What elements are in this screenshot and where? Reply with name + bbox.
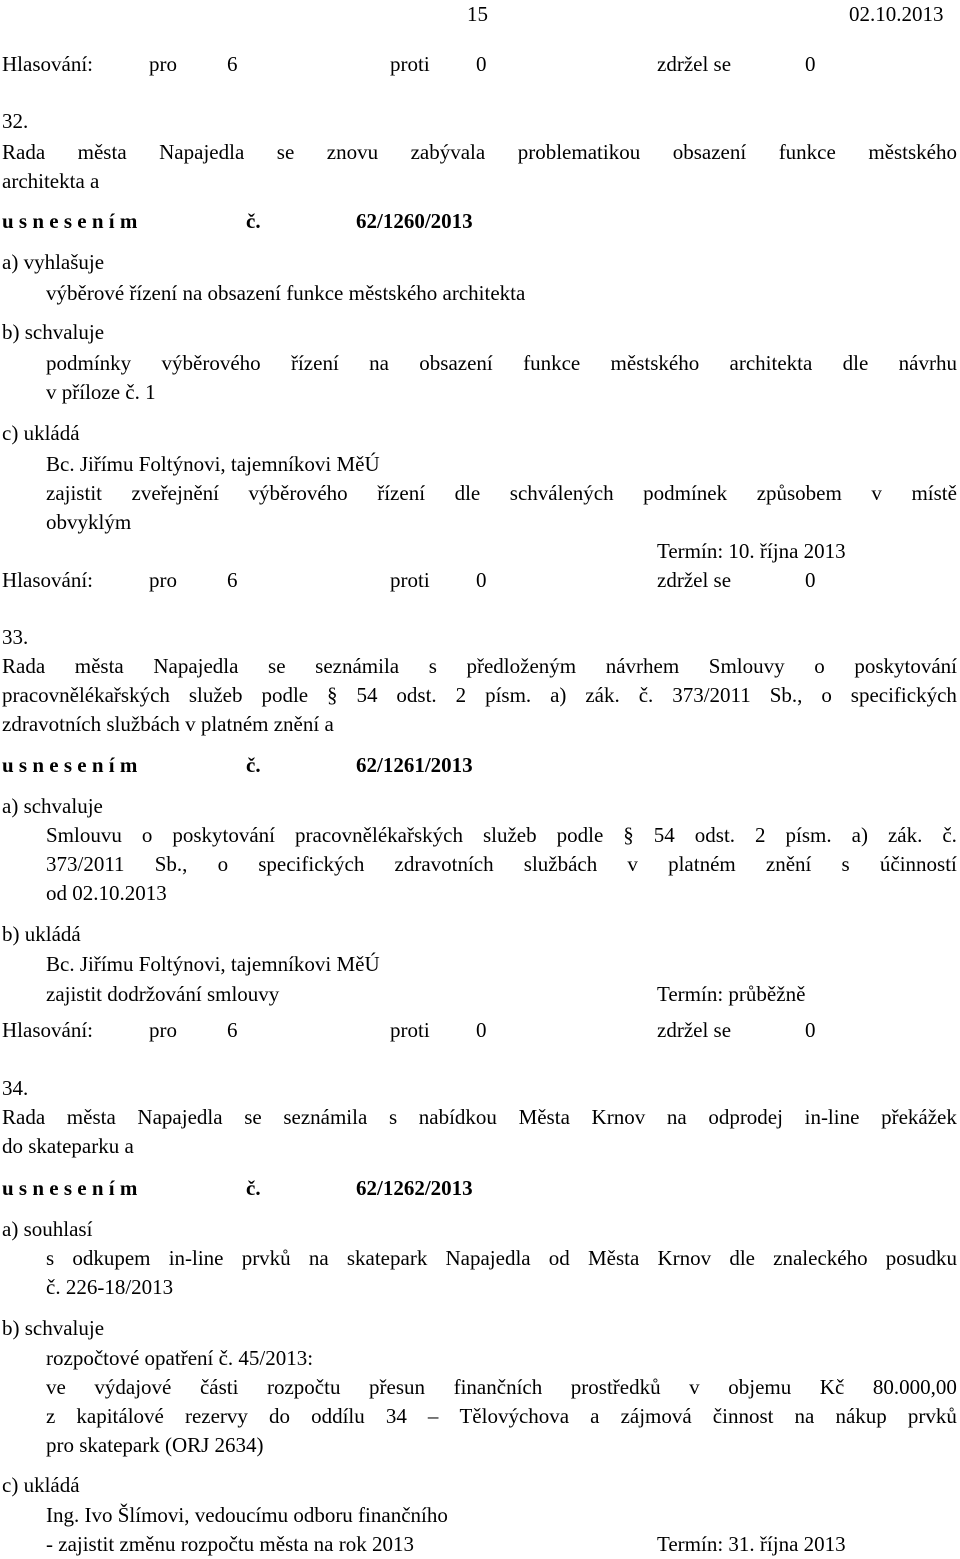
- word: z: [46, 1404, 56, 1428]
- vote-row: [0, 566, 960, 595]
- word: platném: [668, 852, 736, 876]
- word: rezervy: [184, 1404, 248, 1428]
- vote-label: Hlasování:: [2, 568, 93, 592]
- word: zájmová: [620, 1404, 692, 1428]
- word: o: [814, 654, 825, 678]
- word: oddílu: [311, 1404, 365, 1428]
- word: města: [66, 1105, 116, 1129]
- clause-text-b-line: [46, 349, 957, 378]
- word: v: [627, 852, 638, 876]
- word: §: [623, 823, 634, 847]
- word: s: [46, 1246, 55, 1270]
- word: 80.000,00: [872, 1375, 957, 1399]
- word: nabídkou: [418, 1105, 497, 1129]
- resolution-number: 62/1260/2013: [356, 209, 473, 233]
- item-intro-line: do skateparku a: [2, 1134, 134, 1158]
- clause-label-b: b) ukládá: [2, 922, 81, 946]
- clause-label-c: c) ukládá: [2, 421, 80, 445]
- word: způsobem: [756, 481, 842, 505]
- word: města: [77, 140, 127, 164]
- clause-text-c: - zajistit změnu rozpočtu města na rok 2013: [46, 1532, 414, 1556]
- word: poskytování: [854, 654, 957, 678]
- word: činnost: [712, 1404, 774, 1428]
- document-date: 02.10.2013: [849, 2, 944, 26]
- word: Napajedla: [445, 1246, 531, 1270]
- item-intro-line: [2, 1103, 957, 1132]
- clause-label-b: b) schvaluje: [2, 320, 105, 344]
- word: podle: [556, 823, 604, 847]
- word: s: [841, 852, 850, 876]
- word: a): [550, 683, 567, 707]
- word: písm.: [485, 683, 532, 707]
- resolution-c: č.: [246, 209, 261, 233]
- item-intro-line: architekta a: [2, 169, 100, 193]
- word: specifických: [258, 852, 365, 876]
- item-number: 32.: [2, 109, 29, 133]
- word: písm.: [785, 823, 832, 847]
- clause-text-a: výběrové řízení na obsazení funkce městského architekta: [46, 281, 526, 305]
- word: prvků: [907, 1404, 957, 1428]
- word: dle: [454, 481, 481, 505]
- clause-text-b: zajistit dodržování smlouvy: [46, 982, 280, 1006]
- word: části: [199, 1375, 239, 1399]
- word: Sb.,: [154, 852, 188, 876]
- word: Města: [587, 1246, 640, 1270]
- word: Sb.,: [769, 683, 803, 707]
- word: o: [217, 852, 229, 876]
- word: výdajové: [94, 1375, 172, 1399]
- word: –: [427, 1404, 439, 1428]
- clause-person-b: Bc. Jiřímu Foltýnovi, tajemníkovi MěÚ: [46, 952, 380, 976]
- resolution-number: 62/1261/2013: [356, 753, 473, 777]
- deadline: Termín: 31. října 2013: [657, 1532, 846, 1556]
- word: seznámila: [315, 654, 400, 678]
- vote-pro-label: pro: [149, 52, 177, 76]
- word: návrhem: [605, 654, 680, 678]
- word: č.: [942, 823, 957, 847]
- word: ve: [46, 1375, 66, 1399]
- word: podmínky: [46, 351, 132, 375]
- word: pracovnělékařských: [295, 823, 463, 847]
- word: specifických: [850, 683, 957, 707]
- vote-pro-label: pro: [149, 1018, 177, 1042]
- word: zajistit: [46, 481, 102, 505]
- item-intro-line: [2, 138, 957, 167]
- word: 2: [455, 683, 467, 707]
- resolution-c: č.: [246, 753, 261, 777]
- clause-person-c: Ing. Ivo Šlímovi, vedoucímu odboru finančního: [46, 1503, 448, 1527]
- word: Kč: [819, 1375, 845, 1399]
- word: posudku: [885, 1246, 957, 1270]
- vote-proti-label: proti: [390, 1018, 430, 1042]
- word: 54: [356, 683, 378, 707]
- resolution-c: č.: [246, 1176, 261, 1200]
- item-intro-line: [2, 681, 957, 710]
- vote-row: [0, 50, 960, 79]
- clause-label-a: a) vyhlašuje: [2, 250, 105, 274]
- resolution-number: 62/1262/2013: [356, 1176, 473, 1200]
- word: Rada: [2, 140, 46, 164]
- word: se: [244, 1105, 262, 1129]
- word: Smlouvy: [708, 654, 785, 678]
- word: seznámila: [283, 1105, 368, 1129]
- word: Krnov: [657, 1246, 712, 1270]
- vote-zdrzel-label: zdržel se: [657, 568, 732, 592]
- vote-proti-label: proti: [390, 568, 430, 592]
- word: Rada: [2, 1105, 46, 1129]
- resolution-word: u s n e s e n í m: [2, 209, 138, 233]
- clause-person-c: Bc. Jiřímu Foltýnovi, tajemníkovi MěÚ: [46, 452, 380, 476]
- word: odprodej: [708, 1105, 783, 1129]
- word: architekta: [729, 351, 813, 375]
- word: č.: [638, 683, 654, 707]
- word: Rada: [2, 654, 46, 678]
- word: služeb: [188, 683, 243, 707]
- word: Tělovýchova: [459, 1404, 570, 1428]
- clause-text-b-line: rozpočtové opatření č. 45/2013:: [46, 1346, 314, 1370]
- word: obsazení: [419, 351, 493, 375]
- vote-pro-label: pro: [149, 568, 177, 592]
- word: funkce: [523, 351, 581, 375]
- word: odst.: [396, 683, 437, 707]
- vote-proti-count: 0: [476, 1018, 487, 1042]
- word: podmínek: [643, 481, 728, 505]
- word: s: [388, 1105, 398, 1129]
- word: 34: [385, 1404, 407, 1428]
- word: §: [327, 683, 338, 707]
- word: znovu: [326, 140, 379, 164]
- resolution-word: u s n e s e n í m: [2, 753, 138, 777]
- word: na: [308, 1246, 329, 1270]
- vote-proti-count: 0: [476, 52, 487, 76]
- clause-label-b: b) schvaluje: [2, 1316, 105, 1340]
- word: od: [548, 1246, 570, 1270]
- word: v: [689, 1375, 700, 1399]
- item-intro-line: zdravotních službách v platném znění a: [2, 712, 334, 736]
- word: místě: [911, 481, 957, 505]
- word: Napajedla: [153, 654, 239, 678]
- word: o: [141, 823, 153, 847]
- word: funkce: [778, 140, 836, 164]
- clause-text-b-line: v příloze č. 1: [46, 380, 156, 404]
- page-number: 15: [467, 2, 488, 26]
- vote-pro-count: 6: [227, 52, 238, 76]
- clause-text-c-line: [46, 479, 957, 508]
- word: Krnov: [591, 1105, 646, 1129]
- vote-zdrzel-label: zdržel se: [657, 1018, 732, 1042]
- deadline: Termín: průběžně: [657, 982, 806, 1006]
- item-number: 34.: [2, 1076, 29, 1100]
- word: podle: [261, 683, 309, 707]
- word: s: [428, 654, 437, 678]
- word: finančních: [453, 1375, 543, 1399]
- word: skatepark: [346, 1246, 428, 1270]
- word: účinností: [879, 852, 957, 876]
- word: výběrového: [161, 351, 261, 375]
- word: na: [369, 351, 389, 375]
- word: na: [794, 1404, 815, 1428]
- clause-text-b-line: [46, 1373, 957, 1402]
- word: o: [821, 683, 832, 707]
- word: přesun: [369, 1375, 426, 1399]
- word: obsazení: [672, 140, 747, 164]
- word: pracovnělékařských: [2, 683, 170, 707]
- word: službách: [523, 852, 598, 876]
- clause-text-b-line: pro skatepark (ORJ 2634): [46, 1433, 264, 1457]
- deadline: Termín: 10. října 2013: [657, 539, 846, 563]
- word: nákup: [835, 1404, 887, 1428]
- word: v: [871, 481, 882, 505]
- word: městského: [868, 140, 957, 164]
- vote-proti-label: proti: [390, 52, 430, 76]
- word: se: [276, 140, 295, 164]
- vote-proti-count: 0: [476, 568, 487, 592]
- resolution-word: u s n e s e n í m: [2, 1176, 138, 1200]
- vote-zdrzel-count: 0: [805, 568, 816, 592]
- word: prostředků: [570, 1375, 661, 1399]
- word: se: [268, 654, 286, 678]
- clause-label-a: a) schvaluje: [2, 794, 103, 818]
- word: řízení: [290, 351, 339, 375]
- word: zák.: [887, 823, 923, 847]
- word: rozpočtu: [266, 1375, 341, 1399]
- word: řízení: [377, 481, 426, 505]
- word: do: [268, 1404, 290, 1428]
- word: zabývala: [410, 140, 486, 164]
- clause-text-a-line: [46, 850, 957, 879]
- word: předloženým: [466, 654, 577, 678]
- word: Smlouvu: [46, 823, 122, 847]
- word: in-line: [804, 1105, 860, 1129]
- vote-label: Hlasování:: [2, 1018, 93, 1042]
- word: zveřejnění: [131, 481, 219, 505]
- word: Napajedla: [137, 1105, 223, 1129]
- word: 373/2011: [46, 852, 125, 876]
- item-intro-line: [2, 652, 957, 681]
- vote-zdrzel-count: 0: [805, 1018, 816, 1042]
- word: problematikou: [517, 140, 641, 164]
- word: prvků: [241, 1246, 291, 1270]
- clause-text-b-line: [46, 1402, 957, 1431]
- word: výběrového: [248, 481, 348, 505]
- word: dle: [729, 1246, 755, 1270]
- vote-label: Hlasování:: [2, 52, 93, 76]
- word: a): [851, 823, 868, 847]
- vote-zdrzel-label: zdržel se: [657, 52, 732, 76]
- word: 54: [653, 823, 675, 847]
- clause-label-a: a) souhlasí: [2, 1217, 93, 1241]
- clause-text-a-line: [46, 821, 957, 850]
- word: znaleckého: [773, 1246, 868, 1270]
- clause-text-c-line: obvyklým: [46, 510, 132, 534]
- clause-label-c: c) ukládá: [2, 1473, 80, 1497]
- word: 373/2011: [672, 683, 751, 707]
- word: objemu: [728, 1375, 792, 1399]
- word: návrhu: [898, 351, 957, 375]
- word: zák.: [585, 683, 620, 707]
- word: znění: [765, 852, 812, 876]
- word: odst.: [694, 823, 736, 847]
- vote-pro-count: 6: [227, 568, 238, 592]
- word: překážek: [881, 1105, 957, 1129]
- clause-text-a-line: č. 226-18/2013: [46, 1275, 174, 1299]
- word: Města: [518, 1105, 570, 1129]
- vote-zdrzel-count: 0: [805, 52, 816, 76]
- vote-pro-count: 6: [227, 1018, 238, 1042]
- vote-row: [0, 1016, 960, 1045]
- word: na: [666, 1105, 687, 1129]
- clause-text-a-line: [46, 1244, 957, 1273]
- word: poskytování: [172, 823, 276, 847]
- item-number: 33.: [2, 625, 29, 649]
- word: města: [74, 654, 124, 678]
- word: kapitálové: [76, 1404, 164, 1428]
- word: zdravotních: [394, 852, 494, 876]
- word: služeb: [482, 823, 537, 847]
- word: městského: [610, 351, 700, 375]
- word: Napajedla: [159, 140, 245, 164]
- word: in-line: [168, 1246, 224, 1270]
- word: odkupem: [72, 1246, 151, 1270]
- word: a: [590, 1404, 600, 1428]
- clause-text-a-line: od 02.10.2013: [46, 881, 167, 905]
- word: 2: [755, 823, 766, 847]
- word: dle: [842, 351, 869, 375]
- word: schválených: [509, 481, 614, 505]
